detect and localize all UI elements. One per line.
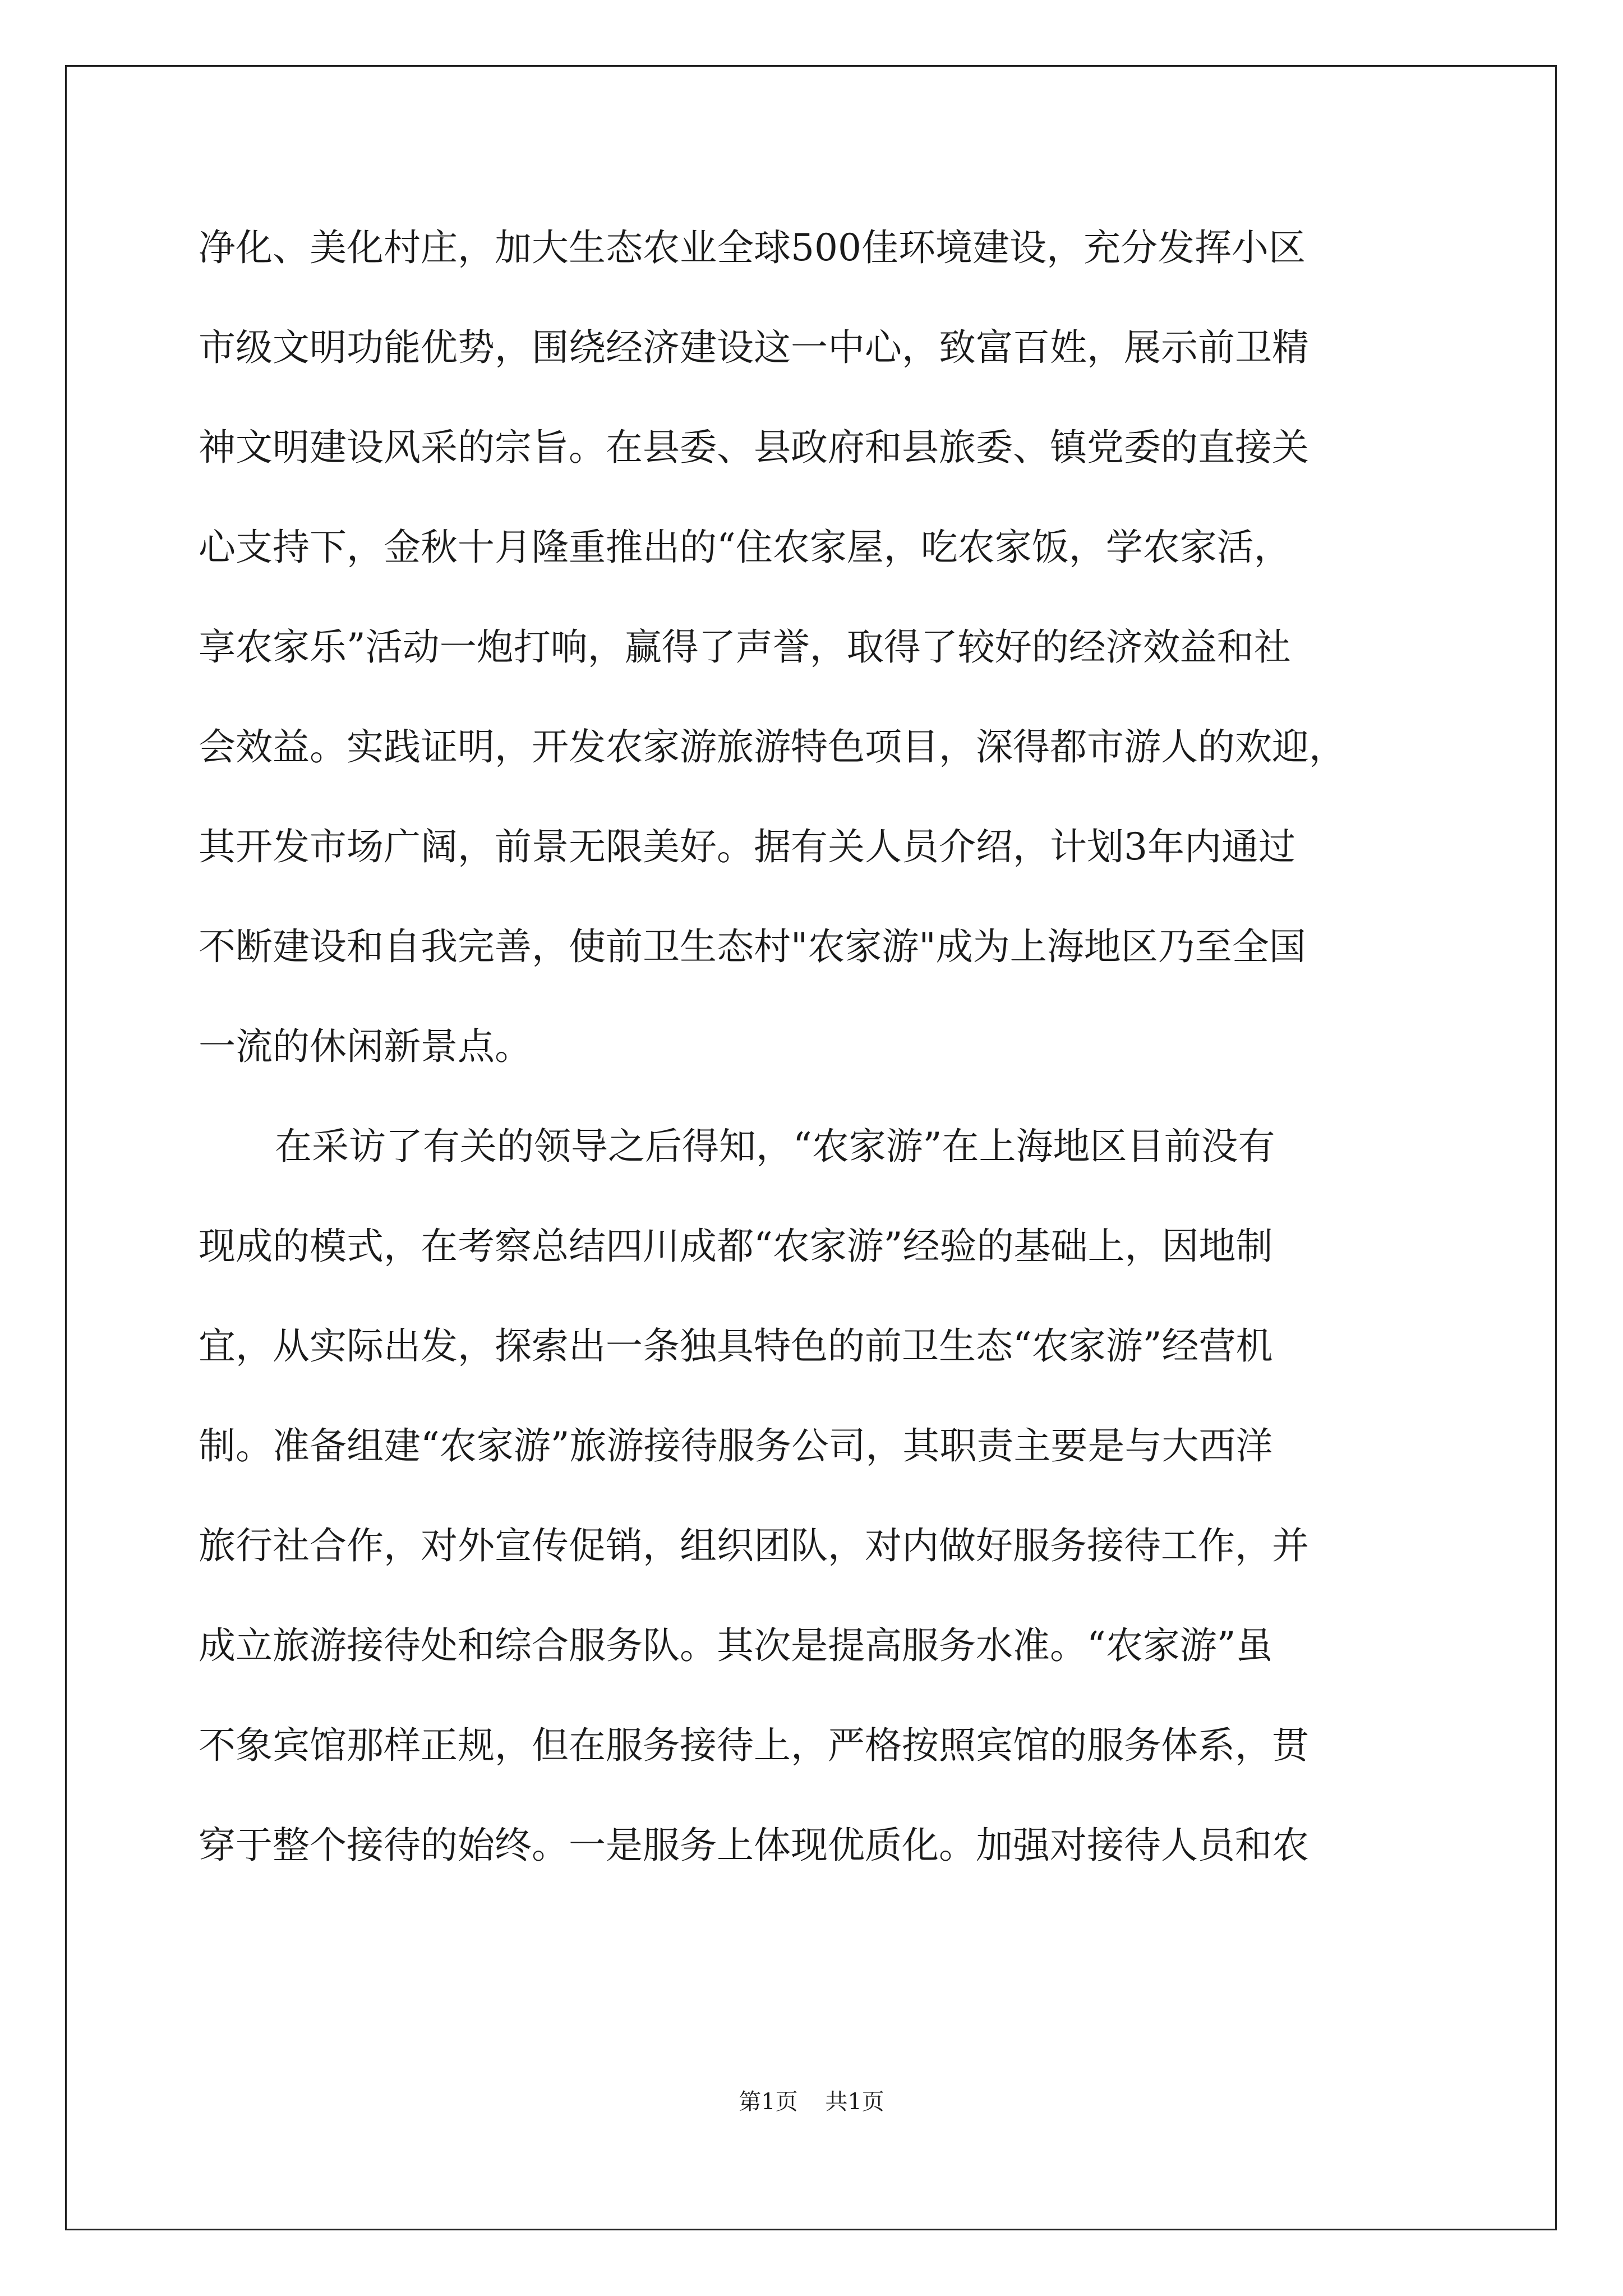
- text-line: 其开发市场广阔，前景无限美好。据有关人员介绍，计划3年内通过: [199, 825, 1295, 868]
- text-line: 不断建设和自我完善，使前卫生态村"农家游"成为上海地区乃至全国: [199, 925, 1306, 968]
- page-footer: [0, 2088, 1623, 2116]
- text-line: 净化、美化村庄，加大生态农业全球500佳环境建设，充分发挥小区: [199, 226, 1306, 269]
- text-line: 享农家乐”活动一炮打响，赢得了声誉，取得了较好的经济效益和社: [199, 625, 1291, 669]
- page-number: 第1页: [739, 2089, 798, 2115]
- text-line: 不象宾馆那样正规，但在服务接待上，严格按照宾馆的服务体系，贯: [199, 1724, 1309, 1767]
- text-line: 穿于整个接待的始终。一是服务上体现优质化。加强对接待人员和农: [199, 1824, 1309, 1867]
- text-line: 现成的模式，在考察总结四川成都“农家游”经验的基础上，因地制: [199, 1225, 1273, 1268]
- text-line: 旅行社合作，对外宣传促销，组织团队，对内做好服务接待工作，并: [199, 1524, 1309, 1567]
- document-body: [199, 220, 1432, 1917]
- text-line: 会效益。实践证明，开发农家游旅游特色项目，深得都市游人的欢迎，: [199, 725, 1346, 769]
- text-line: 一流的休闲新景点。: [199, 1025, 532, 1068]
- paragraph-first-line: 在采访了有关的领导之后得知，“农家游”在上海地区目前没有: [275, 1125, 1275, 1168]
- text-line: 宜，从实际出发，探索出一条独具特色的前卫生态“农家游”经营机: [199, 1324, 1273, 1368]
- text-line: 成立旅游接待处和综合服务队。其次是提高服务水准。“农家游”虽: [199, 1624, 1273, 1667]
- text-line: 市级文明功能优势，围绕经济建设这一中心，致富百姓，展示前卫精: [199, 326, 1309, 369]
- text-line: 制。准备组建“农家游”旅游接待服务公司，其职责主要是与大西洋: [199, 1424, 1273, 1467]
- text-line: 神文明建设风采的宗旨。在县委、县政府和县旅委、镇党委的直接关: [199, 426, 1309, 469]
- page-total: 共1页: [825, 2089, 884, 2115]
- text-line: 心支持下，金秋十月隆重推出的“住农家屋，吃农家饭，学农家活，: [199, 526, 1291, 569]
